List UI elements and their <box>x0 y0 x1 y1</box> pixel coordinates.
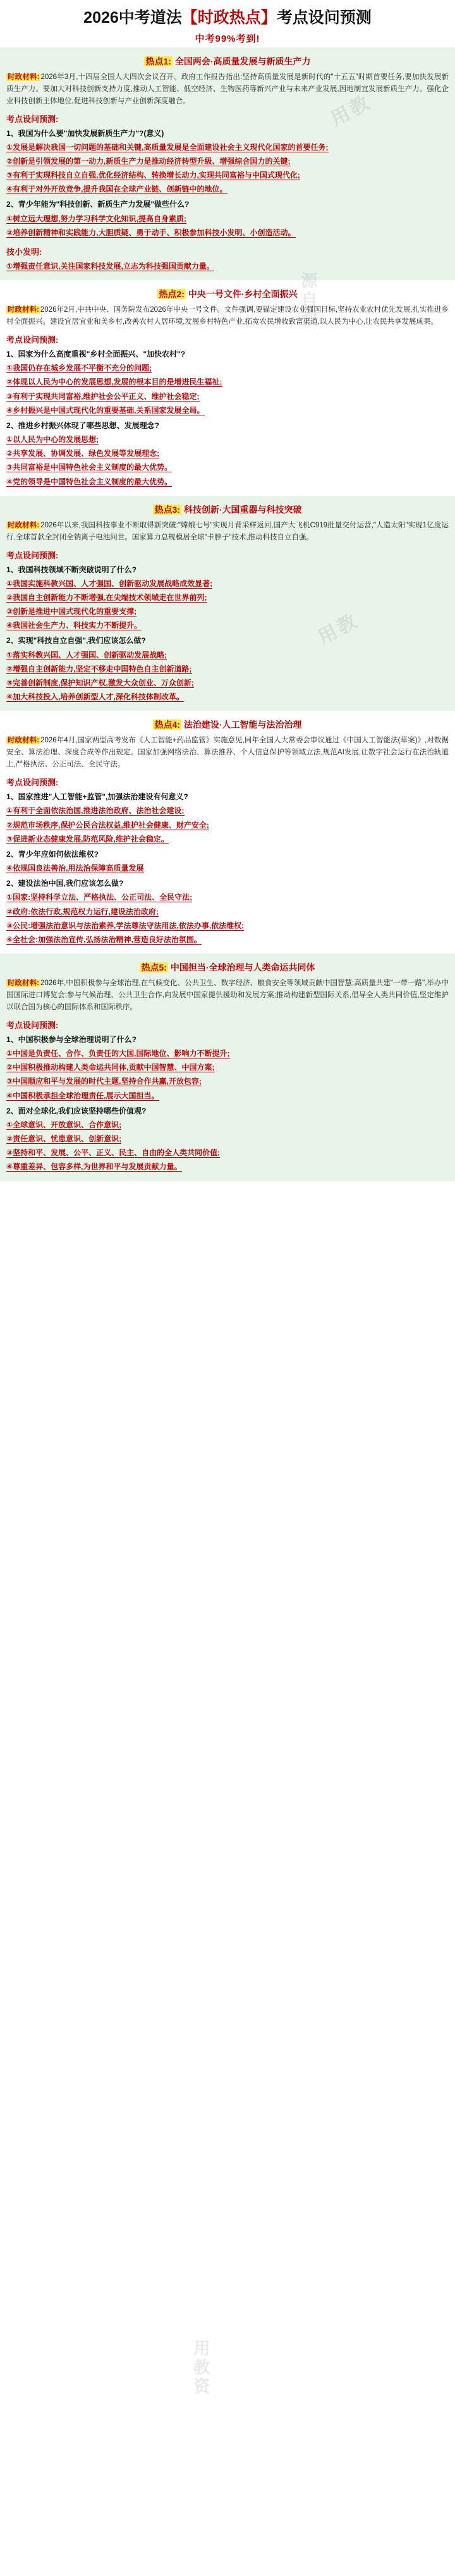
section-heading-prefix: 热点1: <box>145 56 171 66</box>
answer-text: ①落实科教兴国、人才强国、创新驱动发展战略; <box>6 650 167 659</box>
material-text: 2026年,中国积极参与全球治理,在气候变化、公共卫生、数字经济、粮食安全等领域贡献中国智慧;高质量共建"一带一路",举办中国国际进口博览会;参与气候治理、公共卫生合作,向发展中国家提供援助和发展方案;推动构建新型国际关系,倡导全人类共同价值,坚定维护以联合国为核心的国际体系和国际秩序。 <box>6 979 449 1011</box>
section-heading <box>6 718 449 731</box>
answer-text: ②责任意识、忧患意识、创新意识; <box>6 1134 122 1144</box>
ask-heading: 考点设问预测: <box>6 114 59 124</box>
section-heading-prefix: 热点4: <box>154 720 180 730</box>
answer-text: ①我国实施科教兴国、人才强国、创新驱动发展战略成效显著; <box>6 579 213 588</box>
hot-section <box>0 954 455 1181</box>
section-heading-prefix: 热点3: <box>154 504 180 515</box>
section-heading-prefix: 热点5: <box>141 962 167 972</box>
material-tag: 时政材料: <box>8 737 40 745</box>
answer-text: ③中国顺应和平与发展的时代主题,坚持合作共赢,开放包容; <box>6 1077 202 1086</box>
skill-heading: 技小发明: <box>6 247 42 257</box>
section-heading-text: 中国担当·全球治理与人类命运共同体 <box>167 962 315 972</box>
answer-text: ②我国自主创新能力不断增强,在尖端技术领域走在世界前列; <box>6 592 207 602</box>
page-subtitle: 中考99%考到! <box>195 33 260 44</box>
answer-text: ①我国仍存在城乡发展不平衡不充分的问题; <box>6 364 152 373</box>
answer-text: ④党的领导是中国特色社会主义制度的最大优势。 <box>6 477 173 486</box>
answer-text: ②政府:依法行政,规范权力运行,建设法治政府; <box>6 907 159 916</box>
answer-text: ③促进新业态健康发展,防范风险,维护社会稳定。 <box>6 834 169 843</box>
material-tag: 时政材料: <box>8 306 39 314</box>
answer-text: ②中国积极推动构建人类命运共同体,贡献中国智慧、中国方案; <box>6 1063 215 1072</box>
question-text: 1、国家推进"人工智能+监管",加强法治建设有何意义? <box>6 792 188 802</box>
watermark: 用教资 <box>191 2340 210 2396</box>
title-area <box>0 0 455 47</box>
section-heading-text: 全国两会·高质量发展与新质生产力 <box>172 56 311 66</box>
section-heading <box>6 961 449 974</box>
question-text: 2、青少年能为"科技创新、新质生产力发展"做些什么? <box>6 200 190 209</box>
material-paragraph <box>6 978 449 1014</box>
hot-section <box>0 280 455 496</box>
material-tag: 时政材料: <box>8 979 39 987</box>
answer-text: ①国家:坚持科学立法、严格执法、公正司法、全民守法; <box>6 893 193 902</box>
answer-text: ④全社会:加强法治宣传,弘扬法治精神,营造良好法治氛围。 <box>6 935 202 944</box>
answer-text: ④中国积极承担全球治理责任,展示大国担当。 <box>6 1091 159 1100</box>
answer-text: ④加大科技投入,培养创新型人才,深化科技体制改革。 <box>6 692 184 702</box>
section-heading <box>6 503 449 516</box>
answer-text: ①全球意识、开放意识、合作意识; <box>6 1120 122 1129</box>
answer-text: ④有利于对外开放竞争,提升我国在全球产业链、创新链中的地位。 <box>6 185 228 194</box>
question-text: 1、国家为什么高度重视"乡村全面振兴、"加快农村"? <box>6 350 186 359</box>
material-paragraph <box>6 735 449 771</box>
answer-text: ②增强自主创新能力,坚定不移走中国特色自主创新道路; <box>6 664 192 673</box>
answer-text: ②培养创新精神和实践能力,大胆质疑、勇于动手、积极参加科技小发明、小创造活动。 <box>6 228 296 237</box>
hot-section <box>0 47 455 280</box>
ask-heading: 考点设问预测: <box>6 550 59 560</box>
answer-text: ②创新是引领发展的第一动力,新质生产力是推动经济转型升级、增强综合国力的关键; <box>6 157 291 166</box>
answer-text: ③有利于实现科技自立自强,优化经济结构、转换增长动力,实现共同富裕与中国式现代化; <box>6 171 300 180</box>
answer-text: ①中国是负责任、合作、负责任的大国,国际地位、影响力不断提升; <box>6 1049 230 1058</box>
answer-text: ④依规国良法善治,用法治保障高质量发展 <box>6 864 144 873</box>
answer-text: ③完善创新制度,保护知识产权,激发大众创业、万众创新; <box>6 678 194 687</box>
answer-text: ①发展是解决我国一切问题的基础和关键,高质量发展是全面建设社会主义现代化国家的首要任务; <box>6 142 329 152</box>
sections-container <box>0 47 455 1181</box>
question-text: 2、实现"科技自立自强",我们应该怎么做? <box>6 636 146 646</box>
material-text: 2026年2月,中共中央、国务院发布2026年中央一号文件。文件强调,要锚定建设农业强国目标,坚持农业农村优先发展,扎实推进乡村全面振兴。建设宜居宜业和美乡村,改善农村人居环境,发展乡村特色产业,拓宽农民增收致富渠道,以人民为中心,让农民共享发展成果。 <box>6 306 449 326</box>
answer-text: ③坚持和平、发展、公平、正义、民主、自由的全人类共同价值; <box>6 1148 221 1158</box>
answer-text: ③共同富裕是中国特色社会主义制度的最大优势。 <box>6 463 173 472</box>
answer-text: ②规范市场秩序,保护公民合法权益,维护社会健康、财产安全; <box>6 820 209 830</box>
material-paragraph <box>6 520 449 544</box>
section-heading-text: 中央一号文件·乡村全面振兴 <box>185 289 298 300</box>
answer-text: ①有利于全面依法治国,推进法治政府、法治社会建设; <box>6 806 185 816</box>
answer-text: ①树立远大理想,努力学习科学文化知识,提高自身素质; <box>6 214 186 223</box>
section-heading <box>6 55 449 68</box>
material-text: 2026年3月,十四届全国人大四次会议召开。政府工作报告指出:坚持高质量发展是新时代的"十五五"时期首要任务,要加快发展新质生产力。要加大对科技创新支持力度,推动人工智能、低空经济、生物医药等新兴产业与未来产业发展,因地制宜发展新质生产力。强化企业科技创新主体地位,促进科技创新与产业创新深度融合。 <box>6 73 449 105</box>
question-text: 2、青少年应如何依法维权? <box>6 849 99 859</box>
question-text: 1、我国为什么要"加快发展新质生产力"?(意义) <box>6 128 164 138</box>
section-heading <box>6 288 449 300</box>
answer-text: ②体现以人民为中心的发展思想,发展的根本目的是增进民生福祉; <box>6 377 222 387</box>
answer-text: ④尊重差异、包容多样,为世界和平与发展贡献力量。 <box>6 1162 182 1172</box>
answer-text: ④我国社会生产力、科技实力不断提升。 <box>6 621 142 630</box>
answer-text: ③有利于实现共同富裕,维护社会公平正义、维护社会稳定; <box>6 391 200 401</box>
page-title: 2026中考道法【时政热点】考点设问预测 <box>83 9 372 27</box>
material-paragraph <box>6 304 449 328</box>
skill-item: ①增强责任意识,关注国家科技发展,立志为科技强国贡献力量。 <box>6 261 214 271</box>
material-tag: 时政材料: <box>8 521 40 529</box>
question-text: 2、推进乡村振兴体现了哪些思想、发展理念? <box>6 420 160 430</box>
material-text: 2026年4月,国家两型高考发布《人工智能+药品监管》实施意见,同年全国人大常委会审议通过《中国人工智能法(草案)》,对数据安全、算法治理、深度合成等作出规定。国家加强网络法治、算法推荐、个人信息保护等领域立法,规范AI发展,让数字社会运行在法治轨道上,严格执法、公正司法、全民守法。 <box>6 737 449 769</box>
question-text: 2、面对全球化,我们应该坚持哪些价值观? <box>6 1106 147 1115</box>
ask-heading: 考点设问预测: <box>6 335 59 345</box>
question-text: 2、建设法治中国,我们应该怎么做? <box>6 879 124 888</box>
answer-text: ②共享发展、协调发展、绿色发展等发展理念; <box>6 449 160 458</box>
answer-text: ④乡村振兴是中国式现代化的重要基础,关系国家发展全局。 <box>6 405 205 415</box>
material-paragraph <box>6 71 449 107</box>
answer-text: ③公民:增强法治意识与法治素养,学法尊法守法用法,依法办事,依法维权; <box>6 921 245 930</box>
hot-section <box>0 496 455 711</box>
ask-heading: 考点设问预测: <box>6 778 59 788</box>
answer-text: ①以人民为中心的发展思想; <box>6 435 99 445</box>
question-text: 1、我国科技领域不断突破说明了什么? <box>6 565 137 574</box>
material-text: 2026年以来,我国科技事业不断取得新突破:"嫦娥七号"实现月背采样返回,国产大飞机C919批量交付运营,"人造太阳"实现1亿度运行,全球首款全封闭全钠离子电池问世。国家算力总规模居全球"卡脖子"技术,推动科技自立自强。 <box>6 521 449 541</box>
section-heading-prefix: 热点2: <box>159 289 185 300</box>
material-tag: 时政材料: <box>8 73 40 81</box>
question-text: 1、中国积极参与全球治理说明了什么? <box>6 1034 137 1044</box>
ask-heading: 考点设问预测: <box>6 1020 59 1030</box>
section-heading-text: 法治建设·人工智能与法治治理 <box>181 720 302 730</box>
hot-section <box>0 711 455 954</box>
answer-text: ③创新是推进中国式现代化的重要支撑; <box>6 607 137 616</box>
section-heading-text: 科技创新·大国重器与科技突破 <box>181 504 302 515</box>
